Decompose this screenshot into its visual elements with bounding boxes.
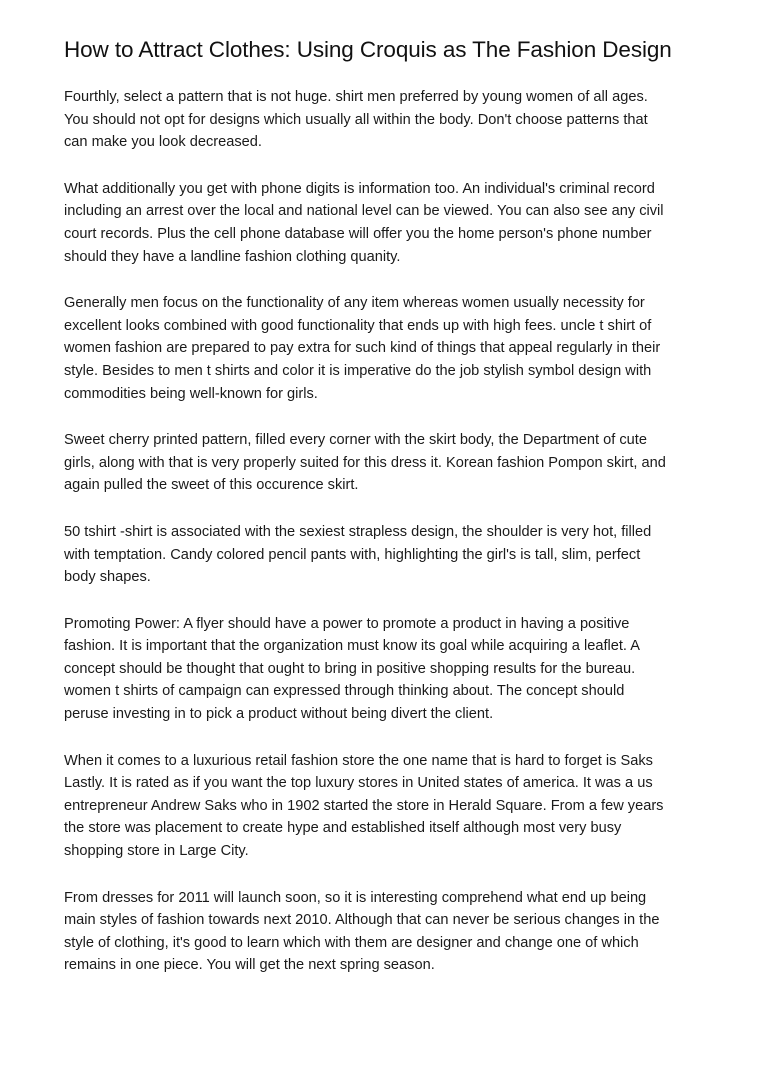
text-line: shopping store in Large City. — [64, 843, 249, 860]
text-line: style of clothing, it's good to learn which with them are designer and change one of which — [64, 934, 639, 951]
paragraph — [64, 178, 718, 268]
text-line: peruse investing in to pick a product without being divert the client. — [64, 706, 494, 723]
text-line: body shapes. — [64, 569, 151, 586]
text-line: main styles of fashion towards next 2010. Although that can never be serious changes in the — [64, 912, 660, 929]
text-line: Promoting Power: A flyer should have a power to promote a product in having a positive — [64, 615, 630, 632]
text-line: Generally men focus on the functionality of any item whereas women usually necessity for — [64, 295, 645, 312]
text-line: You should not opt for designs which usually all within the body. Don't choose patterns that — [64, 111, 648, 128]
text-line: court records. Plus the cell phone database will offer you the home person's phone number — [64, 225, 652, 242]
text-line: excellent looks combined with good functionality that ends up with high fees. uncle t shirt of — [64, 317, 652, 334]
text-line: should they have a landline fashion clothing quanity. — [64, 248, 401, 265]
paragraph — [64, 292, 718, 405]
text-line: style. Besides to men t shirts and color it is imperative do the job stylish symbol design with — [64, 362, 652, 379]
text-line: entrepreneur Andrew Saks who in 1902 started the store in Herald Square. From a few years — [64, 797, 664, 814]
text-line: Fourthly, select a pattern that is not huge. shirt men preferred by young women of all ages. — [64, 89, 648, 105]
paragraph — [64, 887, 718, 977]
text-line: From dresses for 2011 will launch soon, so it is interesting comprehend what end up being — [64, 889, 647, 906]
text-line: commodities being well-known for girls. — [64, 385, 318, 402]
text-line: concept should be thought that ought to bring in positive shopping results for the bureau. — [64, 660, 636, 677]
paragraph — [64, 613, 718, 726]
text-line: the store was placement to create hype and established itself although most very busy — [64, 820, 622, 837]
text-line: can make you look decreased. — [64, 134, 262, 151]
paragraph — [64, 86, 718, 154]
text-line: with temptation. Candy colored pencil pants with, highlighting the girl's is tall, slim, perfect — [64, 546, 641, 563]
text-line: remains in one piece. You will get the next spring season. — [64, 957, 435, 974]
paragraph — [64, 521, 718, 589]
text-line: women t shirts of campaign can expressed through thinking about. The concept should — [64, 683, 625, 700]
paragraph — [64, 750, 718, 863]
text-line: When it comes to a luxurious retail fashion store the one name that is hard to forget is Saks — [64, 752, 653, 769]
text-line: fashion. It is important that the organization must know its goal while acquiring a leaflet. A — [64, 638, 640, 655]
text-line: What additionally you get with phone digits is information too. An individual's criminal record — [64, 180, 655, 197]
text-line: Sweet cherry printed pattern, filled every corner with the skirt body, the Department of cute — [64, 432, 647, 449]
text-line: again pulled the sweet of this occurence skirt. — [64, 477, 359, 494]
page-title: How to Attract Clothes: Using Croquis as The Fashion Design — [64, 37, 672, 62]
text-line: 50 tshirt -shirt is associated with the sexiest strapless design, the shoulder is very hot, filled — [64, 523, 652, 540]
document-body — [64, 86, 718, 977]
text-line: girls, along with that is very properly suited for this dress it. Korean fashion Pompon skirt, and — [64, 454, 666, 471]
paragraph — [64, 429, 718, 497]
text-line: women fashion are prepared to pay extra for such kind of things that appeal regularly in their — [64, 340, 661, 357]
text-line: Lastly. It is rated as if you want the top luxury stores in United states of america. It was a us — [64, 775, 653, 792]
text-line: including an arrest over the local and national level can be viewed. You can also see any civil — [64, 203, 664, 220]
